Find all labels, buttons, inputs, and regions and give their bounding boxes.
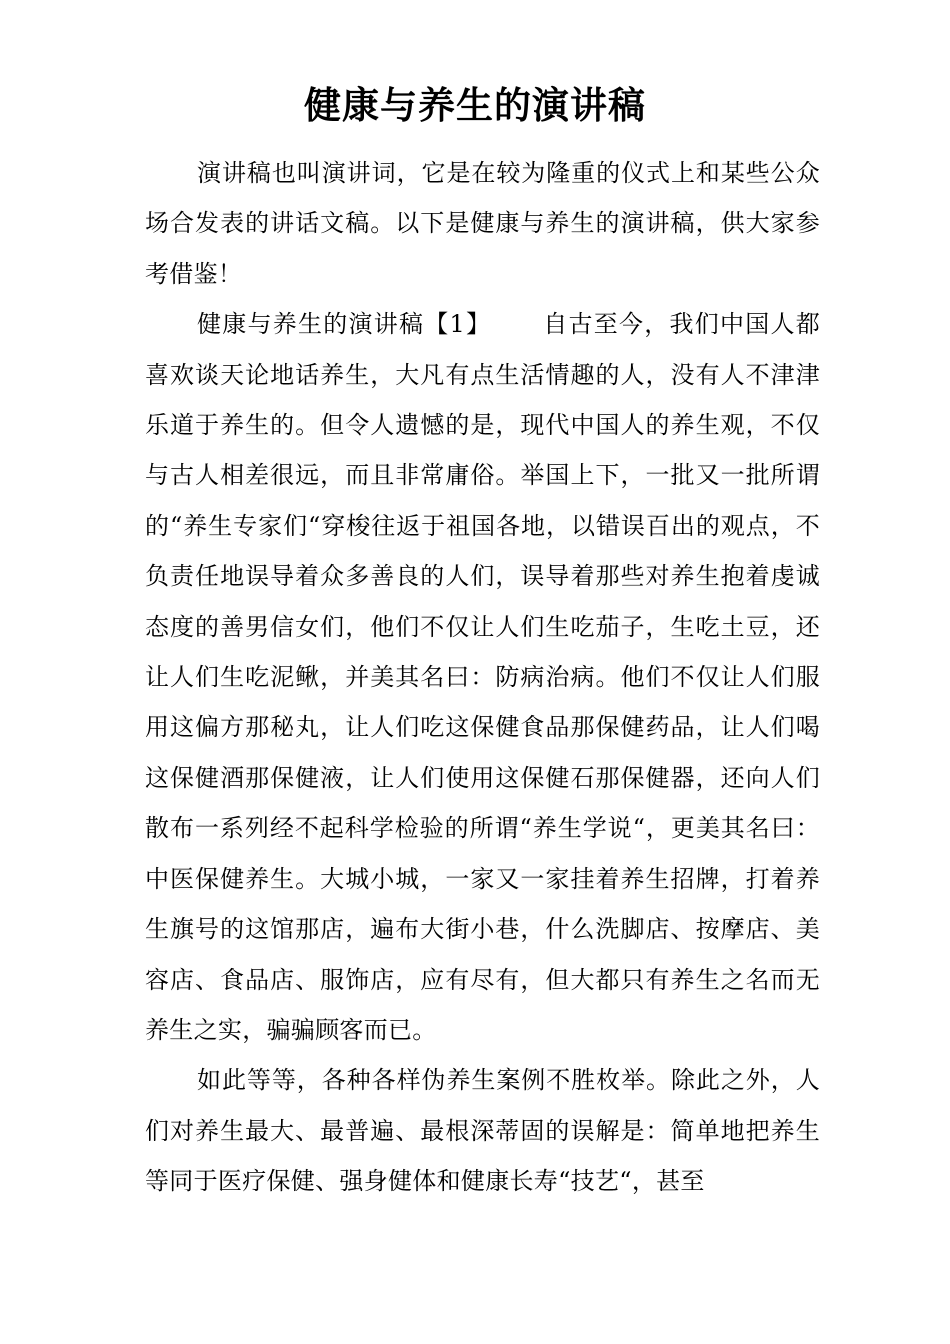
section-1-heading: 健康与养生的演讲稿【1】 — [197, 310, 492, 339]
third-paragraph: 如此等等，各种各样伪养生案例不胜枚举。除此之外，人们对养生最大、最普遍、最根深蒂固的误解是：简单地把养生等同于医疗保健、强身健体和健康长寿“技艺“，甚至 — [145, 1066, 820, 1196]
section-1-paragraph — [145, 299, 820, 1055]
document-body — [145, 148, 820, 1207]
intro-paragraph: 演讲稿也叫演讲词，它是在较为隆重的仪式上和某些公众场合发表的讲话文稿。以下是健康与养生的演讲稿，供大家参考借鉴！ — [145, 159, 820, 288]
section-1-text: 自古至今，我们中国人都喜欢谈天论地话养生，大凡有点生活情趣的人，没有人不津津乐道于养生的。但令人遗憾的是，现代中国人的养生观，不仅与古人相差很远，而且非常庸俗。举国上下，一批又一批所谓的“养生专家们“穿梭往返于祖国各地，以错误百出的观点，不负责任地误导着众多善良的人们，误导着那些对养生抱着虔诚态度的善男信女们，他们不仅让人们生吃茄子，生吃土豆，还让人们生吃泥鳅，并美其名曰：防病治病。他们不仅让人们服用这偏方那秘丸，让人们吃这保健食品那保健药品，让人们喝这保健酒那保健液，让人们使用这保健石那保健器，还向人们散布一系列经不起科学检验的所谓“养生学说“，更美其名曰：中医保健养生。大城小城，一家又一家挂着养生招牌，打着养生旗号的这馆那店，遍布大街小巷，什么洗脚店、按摩店、美容店、食品店、服饰店，应有尽有，但大都只有养生之名而无养生之实，骗骗顾客而已。 — [145, 310, 820, 1044]
document-title: 健康与养生的演讲稿 — [304, 84, 646, 127]
